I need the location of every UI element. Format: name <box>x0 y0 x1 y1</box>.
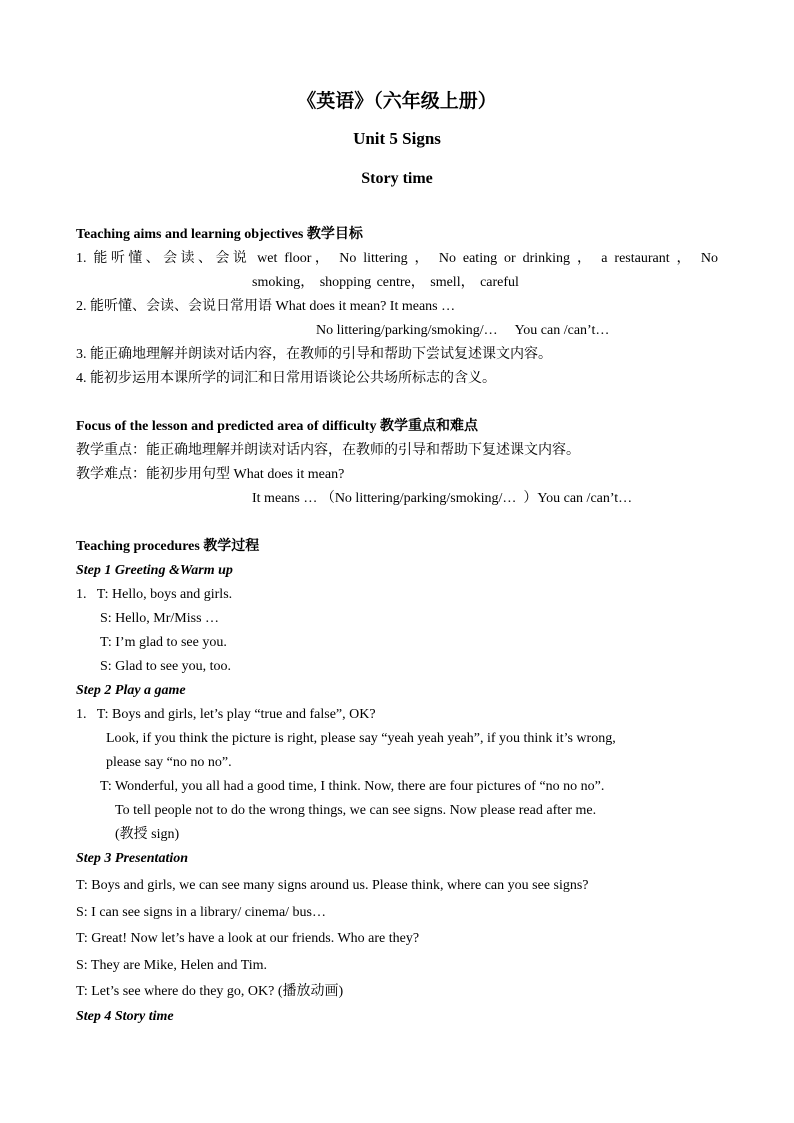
aims-heading: Teaching aims and learning objectives 教学目标 <box>76 227 363 242</box>
focus-key-point: 教学重点：能正确地理解并朗读对话内容，在教师的引导和帮助下复述课文内容。 <box>76 443 580 458</box>
unit-title: Unit 5 Signs <box>353 129 441 148</box>
step-2-line-2: Look, if you think the picture is right, please say “yeah yeah yeah”, if you think it’s wrong, <box>106 731 616 746</box>
step-1-line-1: 1. T: Hello, boys and girls. <box>76 587 233 602</box>
focus-difficulty-line-1: 教学难点：能初步用句型 What does it mean? <box>76 467 345 482</box>
step-1-title: Step 1 Greeting &Warm up <box>76 563 233 578</box>
aims-item-1-line-1: 1. 能听懂、会读、会说 wet floor， No littering ， No eating or drinking ， a restaurant ， No <box>76 251 718 266</box>
step-3-title: Step 3 Presentation <box>76 851 189 866</box>
step-1-line-2: S: Hello, Mr/Miss … <box>100 611 220 626</box>
step-3-line-5: T: Let’s see where do they go, OK? (播放动画) <box>76 984 344 999</box>
focus-heading: Focus of the lesson and predicted area of difficulty 教学重点和难点 <box>76 419 478 434</box>
procedures-heading: Teaching procedures 教学过程 <box>76 539 260 554</box>
aims-item-1-line-2: smoking， shopping centre， smell， careful <box>252 275 519 290</box>
focus-difficulty-line-2: It means … （No littering/parking/smoking/… ）You can /can’t… <box>252 491 633 506</box>
step-3-line-3: T: Great! Now let’s have a look at our friends. Who are they? <box>76 931 420 946</box>
step-2-line-4: T: Wonderful, you all had a good time, I think. Now, there are four pictures of “no no no”. <box>100 779 605 794</box>
step-3-line-2: S: I can see signs in a library/ cinema/ bus… <box>76 905 326 920</box>
aims-item-4: 4. 能初步运用本课所学的词汇和日常用语谈论公共场所标志的含义。 <box>76 371 496 386</box>
step-2-line-5: To tell people not to do the wrong things, we can see signs. Now please read after me. <box>115 803 597 818</box>
step-3-line-4: S: They are Mike, Helen and Tim. <box>76 958 268 973</box>
step-2-line-1: 1. T: Boys and girls, let’s play “true and false”, OK? <box>76 707 376 722</box>
step-2-line-3: please say “no no no”. <box>106 755 232 770</box>
aims-item-2-line-2: No littering/parking/smoking/… You can /can’t… <box>316 323 610 338</box>
aims-item-3: 3. 能正确地理解并朗读对话内容，在教师的引导和帮助下尝试复述课文内容。 <box>76 347 552 362</box>
step-2-title: Step 2 Play a game <box>76 683 186 698</box>
book-title: 《英语》（六年级上册） <box>297 91 497 112</box>
lesson-title: Story time <box>361 170 433 187</box>
aims-item-2-line-1: 2. 能听懂、会读、会说日常用语 What does it mean? It means … <box>76 299 456 314</box>
step-1-line-4: S: Glad to see you, too. <box>100 659 232 674</box>
step-3-line-1: T: Boys and girls, we can see many signs around us. Please think, where can you see signs? <box>76 878 589 893</box>
step-2-line-6: (教授 sign) <box>115 827 180 842</box>
step-1-line-3: T: I’m glad to see you. <box>100 635 227 650</box>
step-4-title: Step 4 Story time <box>76 1009 174 1024</box>
